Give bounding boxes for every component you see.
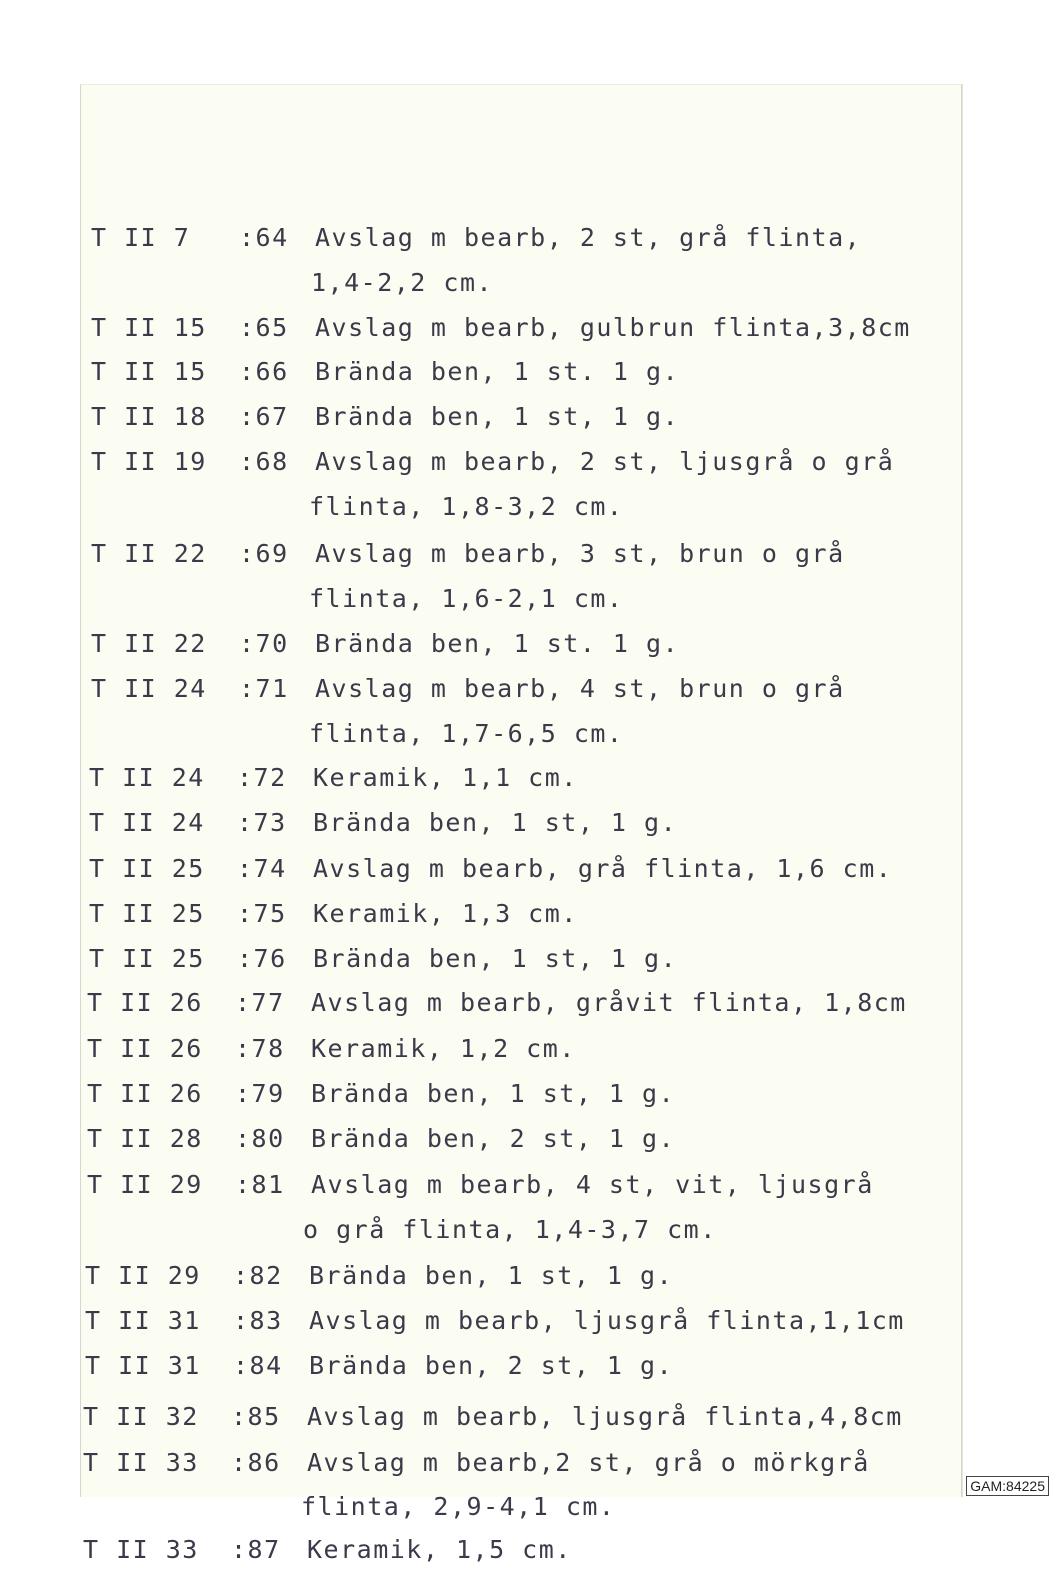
entry-description: Avslag m bearb, 4 st, vit, ljusgrå [311,1170,874,1199]
entry-description: Brända ben, 1 st, 1 g. [309,1261,674,1290]
entry-number: :77 [235,988,285,1017]
entry-number: :64 [239,223,289,252]
entry-code: T II 33 [83,1535,199,1564]
entry-description: Keramik, 1,2 cm. [311,1034,576,1063]
catalog-card [80,84,962,1564]
entry-code: T II 25 [89,899,205,928]
entry-description: Avslag m bearb, 2 st, grå flinta, [315,223,862,252]
entry-code: T II 22 [91,629,207,658]
entry-number: :70 [239,629,289,658]
entry-code: T II 31 [85,1351,201,1380]
entry-code: T II 25 [89,944,205,973]
entry-number: :65 [239,313,289,342]
entry-continuation: flinta, 1,7-6,5 cm. [309,719,624,748]
entry-continuation: flinta, 1,6-2,1 cm. [309,584,624,613]
entry-code: T II 18 [91,402,207,431]
entry-number: :66 [239,357,289,386]
entry-code: T II 15 [91,313,207,342]
entry-code: T II 24 [91,674,207,703]
entry-number: :75 [237,899,287,928]
entry-description: Keramik, 1,3 cm. [313,899,578,928]
entry-description: Avslag m bearb,2 st, grå o mörkgrå [307,1448,870,1477]
entry-code: T II 29 [87,1170,203,1199]
entry-code: T II 26 [87,1034,203,1063]
entry-number: :71 [239,674,289,703]
entry-continuation: o grå flinta, 1,4-3,7 cm. [303,1215,717,1244]
entry-continuation: 1,4-2,2 cm. [311,268,494,297]
entry-number: :72 [237,763,287,792]
entry-description: Avslag m bearb, ljusgrå flinta,4,8cm [307,1402,903,1431]
catalog-id-label: GAM:84225 [966,1476,1049,1496]
entry-number: :79 [235,1079,285,1108]
entry-description: Keramik, 1,1 cm. [313,763,578,792]
entry-description: Brända ben, 1 st, 1 g. [311,1079,676,1108]
entry-code: T II 28 [87,1124,203,1153]
entry-code: T II 31 [85,1306,201,1335]
entry-number: :83 [233,1306,283,1335]
entry-number: :78 [235,1034,285,1063]
entry-continuation: flinta, 2,9-4,1 cm. [301,1492,616,1521]
entry-number: :80 [235,1124,285,1153]
entry-number: :86 [231,1448,281,1477]
entry-description: Brända ben, 1 st, 1 g. [313,944,678,973]
entry-description: Avslag m bearb, gråvit flinta, 1,8cm [311,988,907,1017]
entry-description: Avslag m bearb, 4 st, brun o grå [315,674,845,703]
entry-description: Brända ben, 1 st. 1 g. [315,629,680,658]
entry-code: T II 29 [85,1261,201,1290]
entry-description: Avslag m bearb, gulbrun flinta,3,8cm [315,313,911,342]
entry-number: :69 [239,539,289,568]
entry-code: T II 19 [91,447,207,476]
entry-number: :67 [239,402,289,431]
entry-code: T II 26 [87,1079,203,1108]
entry-description: Brända ben, 1 st, 1 g. [315,402,680,431]
entry-code: T II 33 [83,1448,199,1477]
entry-number: :84 [233,1351,283,1380]
entry-description: Brända ben, 1 st, 1 g. [313,808,678,837]
entry-code: T II 24 [89,763,205,792]
entry-description: Avslag m bearb, 2 st, ljusgrå o grå [315,447,895,476]
entry-code: T II 22 [91,539,207,568]
entry-number: :87 [231,1535,281,1564]
entry-code: T II 32 [83,1402,199,1431]
entry-code: T II 26 [87,988,203,1017]
entry-number: :85 [231,1402,281,1431]
entry-number: :82 [233,1261,283,1290]
entry-number: :68 [239,447,289,476]
entry-description: Brända ben, 2 st, 1 g. [309,1351,674,1380]
entry-description: Brända ben, 1 st. 1 g. [315,357,680,386]
entry-code: T II 7 [91,223,191,252]
entry-continuation: flinta, 1,8-3,2 cm. [309,492,624,521]
entry-description: Avslag m bearb, ljusgrå flinta,1,1cm [309,1306,905,1335]
entry-description: Avslag m bearb, 3 st, brun o grå [315,539,845,568]
entry-code: T II 25 [89,854,205,883]
entry-number: :74 [237,854,287,883]
entry-code: T II 24 [89,808,205,837]
entry-description: Keramik, 1,5 cm. [307,1535,572,1564]
entry-number: :76 [237,944,287,973]
entry-description: Brända ben, 2 st, 1 g. [311,1124,676,1153]
entry-number: :73 [237,808,287,837]
entry-number: :81 [235,1170,285,1199]
entry-description: Avslag m bearb, grå flinta, 1,6 cm. [313,854,893,883]
entry-code: T II 15 [91,357,207,386]
